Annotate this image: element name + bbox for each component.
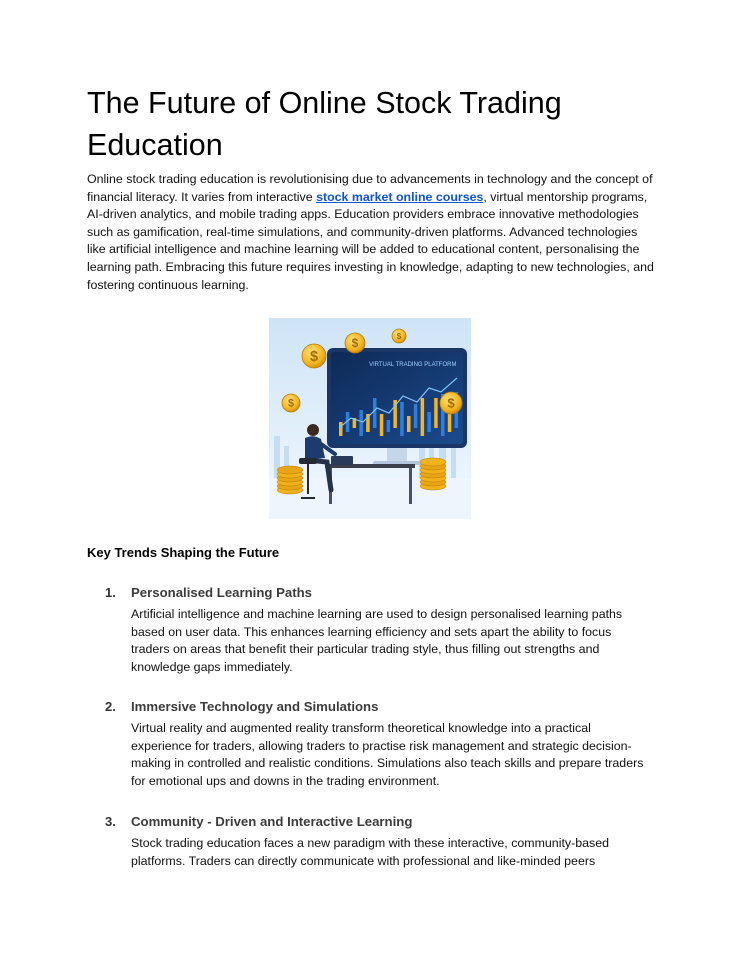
trend-description: Artificial intelligence and machine learning are used to design personalised learning paths based on user data. This enhances learning efficiency and sets apart the ability to focus traders on areas that benefit their particular trading style, thus filling out strengths and knowledge gaps immediately. <box>131 607 623 674</box>
candle-mark <box>427 412 431 432</box>
coin-stack-mark <box>420 458 446 466</box>
trend-description: Stock trading education faces a new paradigm with these interactive, community-based platforms. Traders can directly communicate with professional and like-minded peers <box>131 836 609 868</box>
candle-mark <box>359 410 363 436</box>
svg-text:$: $ <box>396 330 402 341</box>
svg-text:$: $ <box>287 397 295 410</box>
candle-mark <box>400 402 404 436</box>
dollar-coin-icon <box>345 333 365 353</box>
dollar-coin-icon <box>282 394 300 412</box>
trend-title: Community - Driven and Interactive Learning <box>131 814 413 829</box>
trend-description: Virtual reality and augmented reality transform theoretical knowledge into a practical experience for traders, allowing traders to practise risk management and strategic decision-making in controlled and realistic conditions. Simulations also teach skills and prepare traders for emotional ups and downs in the trading environment. <box>131 721 644 788</box>
intro-text-start: Online stock trading education is revolutionising due to advancements in technology and the concept of financial literacy. It varies from interactive <box>87 172 653 204</box>
intro-paragraph <box>87 171 657 294</box>
section-heading: Key Trends Shaping the Future <box>87 545 280 560</box>
coin-stack-mark <box>277 466 303 474</box>
hero-illustration <box>269 318 471 519</box>
page-title: The Future of Online Stock Trading Education <box>87 86 562 162</box>
candle-mark <box>387 420 391 432</box>
svg-text:$: $ <box>309 348 319 365</box>
candle-mark <box>434 398 438 428</box>
candle-mark <box>373 398 377 428</box>
svg-text:$: $ <box>447 395 455 411</box>
trend-number: 3. <box>105 814 116 829</box>
dollar-coin-icon <box>302 344 326 368</box>
candle-mark <box>380 414 384 436</box>
stock-market-courses-link[interactable]: stock market online courses <box>316 189 484 204</box>
dollar-coin-icon <box>392 329 406 343</box>
svg-text:$: $ <box>351 336 359 350</box>
trend-title: Personalised Learning Paths <box>131 585 313 600</box>
intro-text-end: , virtual mentorship programs, AI-driven analytics, and mobile trading apps. Education providers embrace innovative methodologies such as gamification, real-time simulations, and community-driven platforms. Advanced technologies like artificial intelligence and machine learning will be added to educational content, personalising the learning path. Embracing this future requires investing in knowledge, adapting to new technologies, and fostering continuous learning. <box>87 189 654 292</box>
candle-mark <box>339 422 343 436</box>
svg-text:VIRTUAL TRADING PLATFORM: VIRTUAL TRADING PLATFORM <box>369 362 457 368</box>
trend-number: 2. <box>105 699 116 714</box>
candle-mark <box>421 398 425 436</box>
candle-mark <box>414 404 418 428</box>
trend-number: 1. <box>105 585 116 600</box>
dollar-coin-icon <box>440 392 462 414</box>
candle-mark <box>407 416 411 432</box>
trend-title: Immersive Technology and Simulations <box>131 699 379 714</box>
